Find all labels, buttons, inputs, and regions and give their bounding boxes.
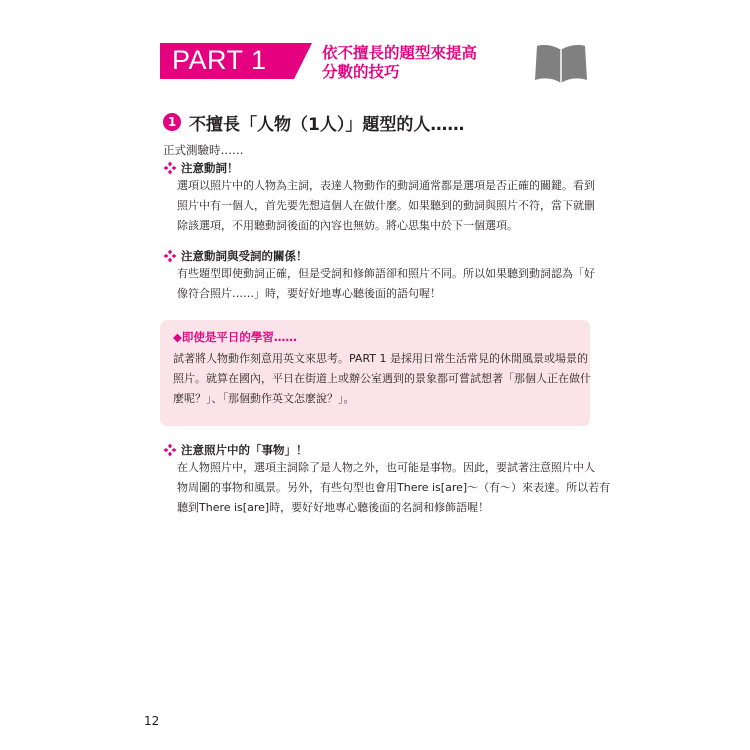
tip-line: 選項以照片中的人物為主詞，表達人物動作的動詞通常都是選項是否正確的關鍵。看到 (177, 179, 595, 192)
section-heading (163, 110, 464, 134)
tip-line: 有些題型即使動詞正確，但是受詞和修飾語卻和照片不同。所以如果聽到動詞認為「好 (177, 267, 595, 280)
box-line: 照片。就算在國內，平日在街道上或辦公室遇到的景象都可嘗試想著「那個人正在做什 (173, 372, 591, 385)
tip-block (163, 442, 611, 518)
diamond-bullet-icon (163, 161, 177, 175)
open-book-icon (534, 42, 588, 84)
tip-body (177, 264, 597, 304)
study-tip-box (160, 320, 590, 426)
tip-line: 聽到There is[are]時，要好好地專心聽後面的名詞和修飾語喔！ (177, 501, 490, 514)
page-number: 12 (144, 714, 160, 728)
tip-body (177, 458, 611, 518)
box-title: ◆即使是平日的學習…… (173, 330, 297, 344)
diamond-bullet-icon (163, 249, 177, 263)
tip-line: 在人物照片中，選項主詞除了是人物之外，也可能是事物。因此，要試著注意照片中人 (177, 461, 595, 474)
section-title: 不擅長「人物（1人）」題型的人…… (189, 114, 465, 135)
intro-text: 正式測驗時…… (163, 143, 244, 157)
header-title-line: 依不擅長的題型來提高 (322, 44, 478, 62)
box-body (173, 349, 591, 409)
tip-title: 注意動詞與受詞的關係！ (181, 249, 308, 263)
tip-body (177, 176, 597, 236)
box-line: 麼呢？」、「那個動作英文怎麼說？」。 (173, 392, 355, 405)
tip-block (163, 160, 593, 236)
box-line: 試著將人物動作刻意用英文來思考。PART 1 是採用日常生活常見的休閒風景或場景的 (173, 352, 589, 365)
tip-line: 物周圍的事物和風景。另外，有些句型也會用There is[are]～（有～）來表達。所以若有 (177, 481, 611, 494)
diamond-bullet-icon (163, 443, 177, 457)
header-title-line: 分數的技巧 (322, 63, 400, 81)
header-title (322, 44, 512, 82)
part-label: PART 1 (172, 45, 267, 75)
tip-block (163, 248, 593, 304)
tip-title: 注意動詞！ (181, 161, 239, 175)
part-banner (160, 43, 312, 79)
tip-line: 除該選項，不用聽動詞後面的內容也無妨。將心思集中於下一個選項。 (177, 219, 518, 232)
tip-line: 照片中有一個人，首先要先想這個人在做什麼。如果聽到的動詞與照片不符，當下就刪 (177, 199, 595, 212)
section-number-badge: 1 (163, 113, 181, 131)
tip-title: 注意照片中的「事物」！ (181, 443, 308, 457)
tip-line: 像符合照片……」時，要好好地專心聽後面的語句喔！ (177, 287, 441, 300)
